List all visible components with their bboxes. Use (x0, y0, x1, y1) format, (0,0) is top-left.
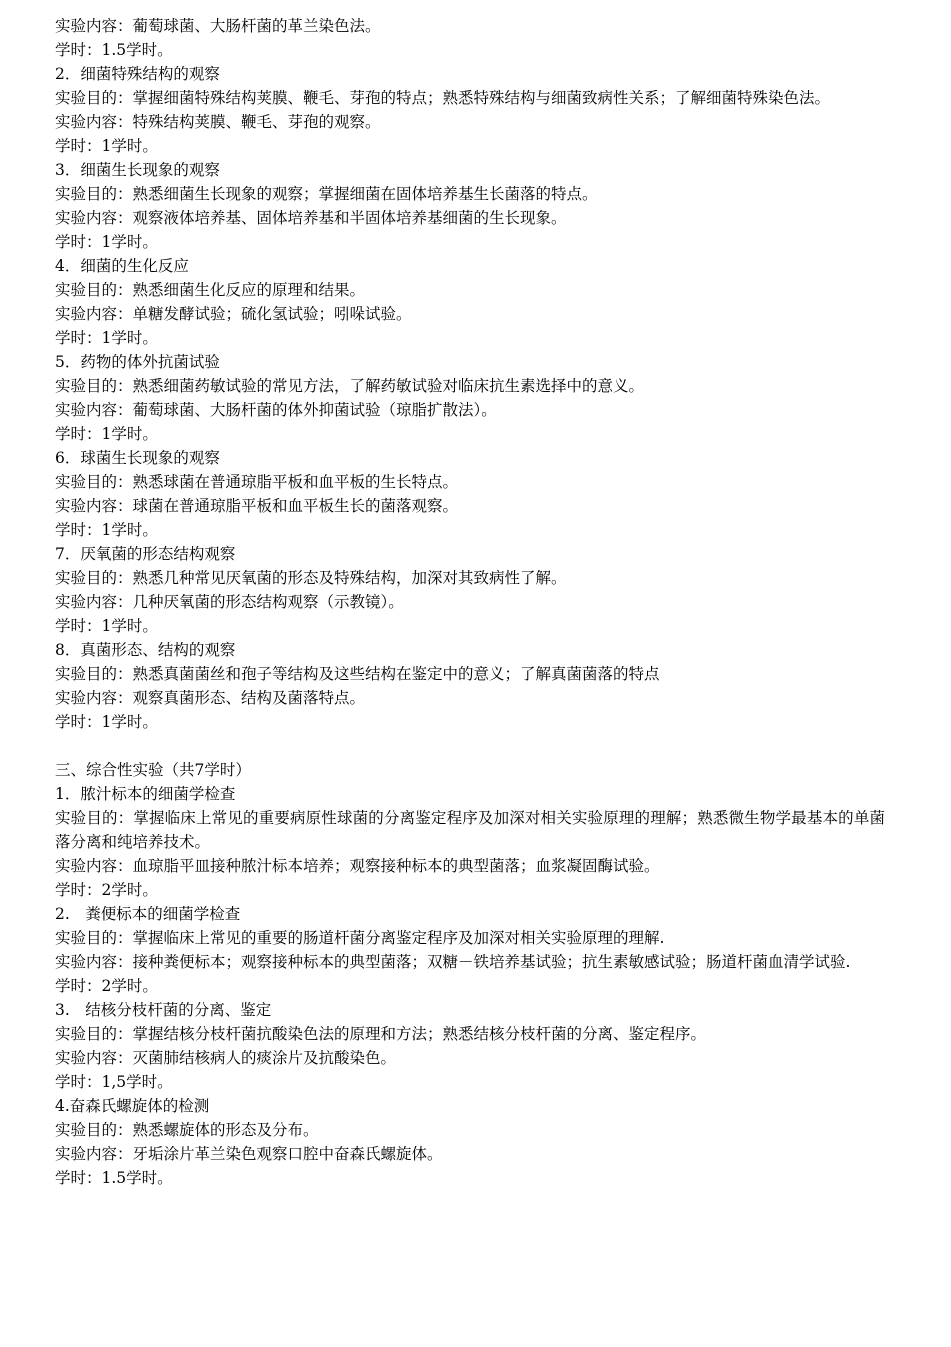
text-line: 学时：1,5学时。 (55, 1073, 173, 1091)
text-line: 学时：1学时。 (55, 713, 158, 731)
text-line: 实验目的：掌握临床上常见的重要的肠道杆菌分离鉴定程序及加深对相关实验原理的理解. (55, 929, 665, 947)
text-line: 实验内容：观察液体培养基、固体培养基和半固体培养基细菌的生长现象。 (55, 209, 567, 227)
text-line: 实验内容：血琼脂平皿接种脓汁标本培养；观察接种标本的典型菌落；血浆凝固酶试验。 (55, 857, 660, 875)
section-heading: 3. 结核分枝杆菌的分离、鉴定 (55, 1001, 272, 1019)
text-line: 学时：1.5学时。 (55, 41, 173, 59)
section-heading: 8．真菌形态、结构的观察 (55, 641, 236, 659)
text-line: 实验内容：葡萄球菌、大肠杆菌的革兰染色法。 (55, 17, 381, 35)
section-heading: 2．细菌特殊结构的观察 (55, 65, 220, 83)
text-line: 实验目的：熟悉细菌生长现象的观察；掌握细菌在固体培养基生长菌落的特点。 (55, 185, 598, 203)
text-paragraph: 实验内容：接种粪便标本；观察接种标本的典型菌落；双糖－铁培养基试验；抗生素敏感试验；肠道杆菌血清学试验. (55, 953, 851, 971)
section-heading: 1．脓汁标本的细菌学检查 (55, 785, 236, 803)
text-line: 学时：1学时。 (55, 233, 158, 251)
text-line: 实验目的：掌握结核分枝杆菌抗酸染色法的原理和方法；熟悉结核分枝杆菌的分离、鉴定程序。 (55, 1025, 707, 1043)
text-line: 实验内容：观察真菌形态、结构及菌落特点。 (55, 689, 366, 707)
section-heading: 3．细菌生长现象的观察 (55, 161, 220, 179)
text-line: 实验内容：灭菌肺结核病人的痰涂片及抗酸染色。 (55, 1049, 397, 1067)
text-paragraph: 实验目的：掌握临床上常见的重要病原性球菌的分离鉴定程序及加深对相关实验原理的理解；熟悉微生物学最基本的单菌落分离和纯培养技术。 (55, 809, 885, 851)
text-line: 实验目的：熟悉细菌生化反应的原理和结果。 (55, 281, 366, 299)
text-line: 实验内容：牙垢涂片革兰染色观察口腔中奋森氏螺旋体。 (55, 1145, 443, 1163)
chapter-heading: 三、综合性实验（共7学时） (55, 761, 251, 779)
section-heading: 2. 粪便标本的细菌学检查 (55, 905, 241, 923)
text-line: 学时：2学时。 (55, 881, 158, 899)
section-heading: 4．细菌的生化反应 (55, 257, 189, 275)
text-line: 学时：1学时。 (55, 425, 158, 443)
text-line: 学时：2学时。 (55, 977, 158, 995)
text-line: 实验内容：特殊结构荚膜、鞭毛、芽孢的观察。 (55, 113, 381, 131)
text-line: 实验内容：葡萄球菌、大肠杆菌的体外抑菌试验（琼脂扩散法）。 (55, 401, 497, 419)
section-heading: 6．球菌生长现象的观察 (55, 449, 220, 467)
text-line: 学时：1学时。 (55, 329, 158, 347)
document-page (55, 14, 885, 1190)
text-line: 学时：1学时。 (55, 137, 158, 155)
text-line: 实验目的：熟悉细菌药敏试验的常见方法，了解药敏试验对临床抗生素选择中的意义。 (55, 377, 645, 395)
text-line: 实验内容：单糖发酵试验；硫化氢试验；吲哚试验。 (55, 305, 412, 323)
text-line: 学时：1学时。 (55, 521, 158, 539)
text-line: 实验内容：几种厌氧菌的形态结构观察（示教镜）。 (55, 593, 404, 611)
text-line: 实验目的：熟悉真菌菌丝和孢子等结构及这些结构在鉴定中的意义；了解真菌菌落的特点 (55, 665, 660, 683)
section-heading: 4.奋森氏螺旋体的检测 (55, 1097, 210, 1115)
text-line: 学时：1学时。 (55, 617, 158, 635)
text-line: 实验目的：熟悉螺旋体的形态及分布。 (55, 1121, 319, 1139)
text-line: 实验目的：熟悉球菌在普通琼脂平板和血平板的生长特点。 (55, 473, 459, 491)
blank-line (55, 734, 885, 758)
text-line: 实验内容：球菌在普通琼脂平板和血平板生长的菌落观察。 (55, 497, 459, 515)
text-line: 实验目的：熟悉几种常见厌氧菌的形态及特殊结构，加深对其致病性了解。 (55, 569, 567, 587)
section-heading: 5．药物的体外抗菌试验 (55, 353, 220, 371)
text-paragraph: 实验目的：掌握细菌特殊结构荚膜、鞭毛、芽孢的特点；熟悉特殊结构与细菌致病性关系；了解细菌特殊染色法。 (55, 89, 831, 107)
text-line: 学时：1.5学时。 (55, 1169, 173, 1187)
section-heading: 7．厌氧菌的形态结构观察 (55, 545, 236, 563)
